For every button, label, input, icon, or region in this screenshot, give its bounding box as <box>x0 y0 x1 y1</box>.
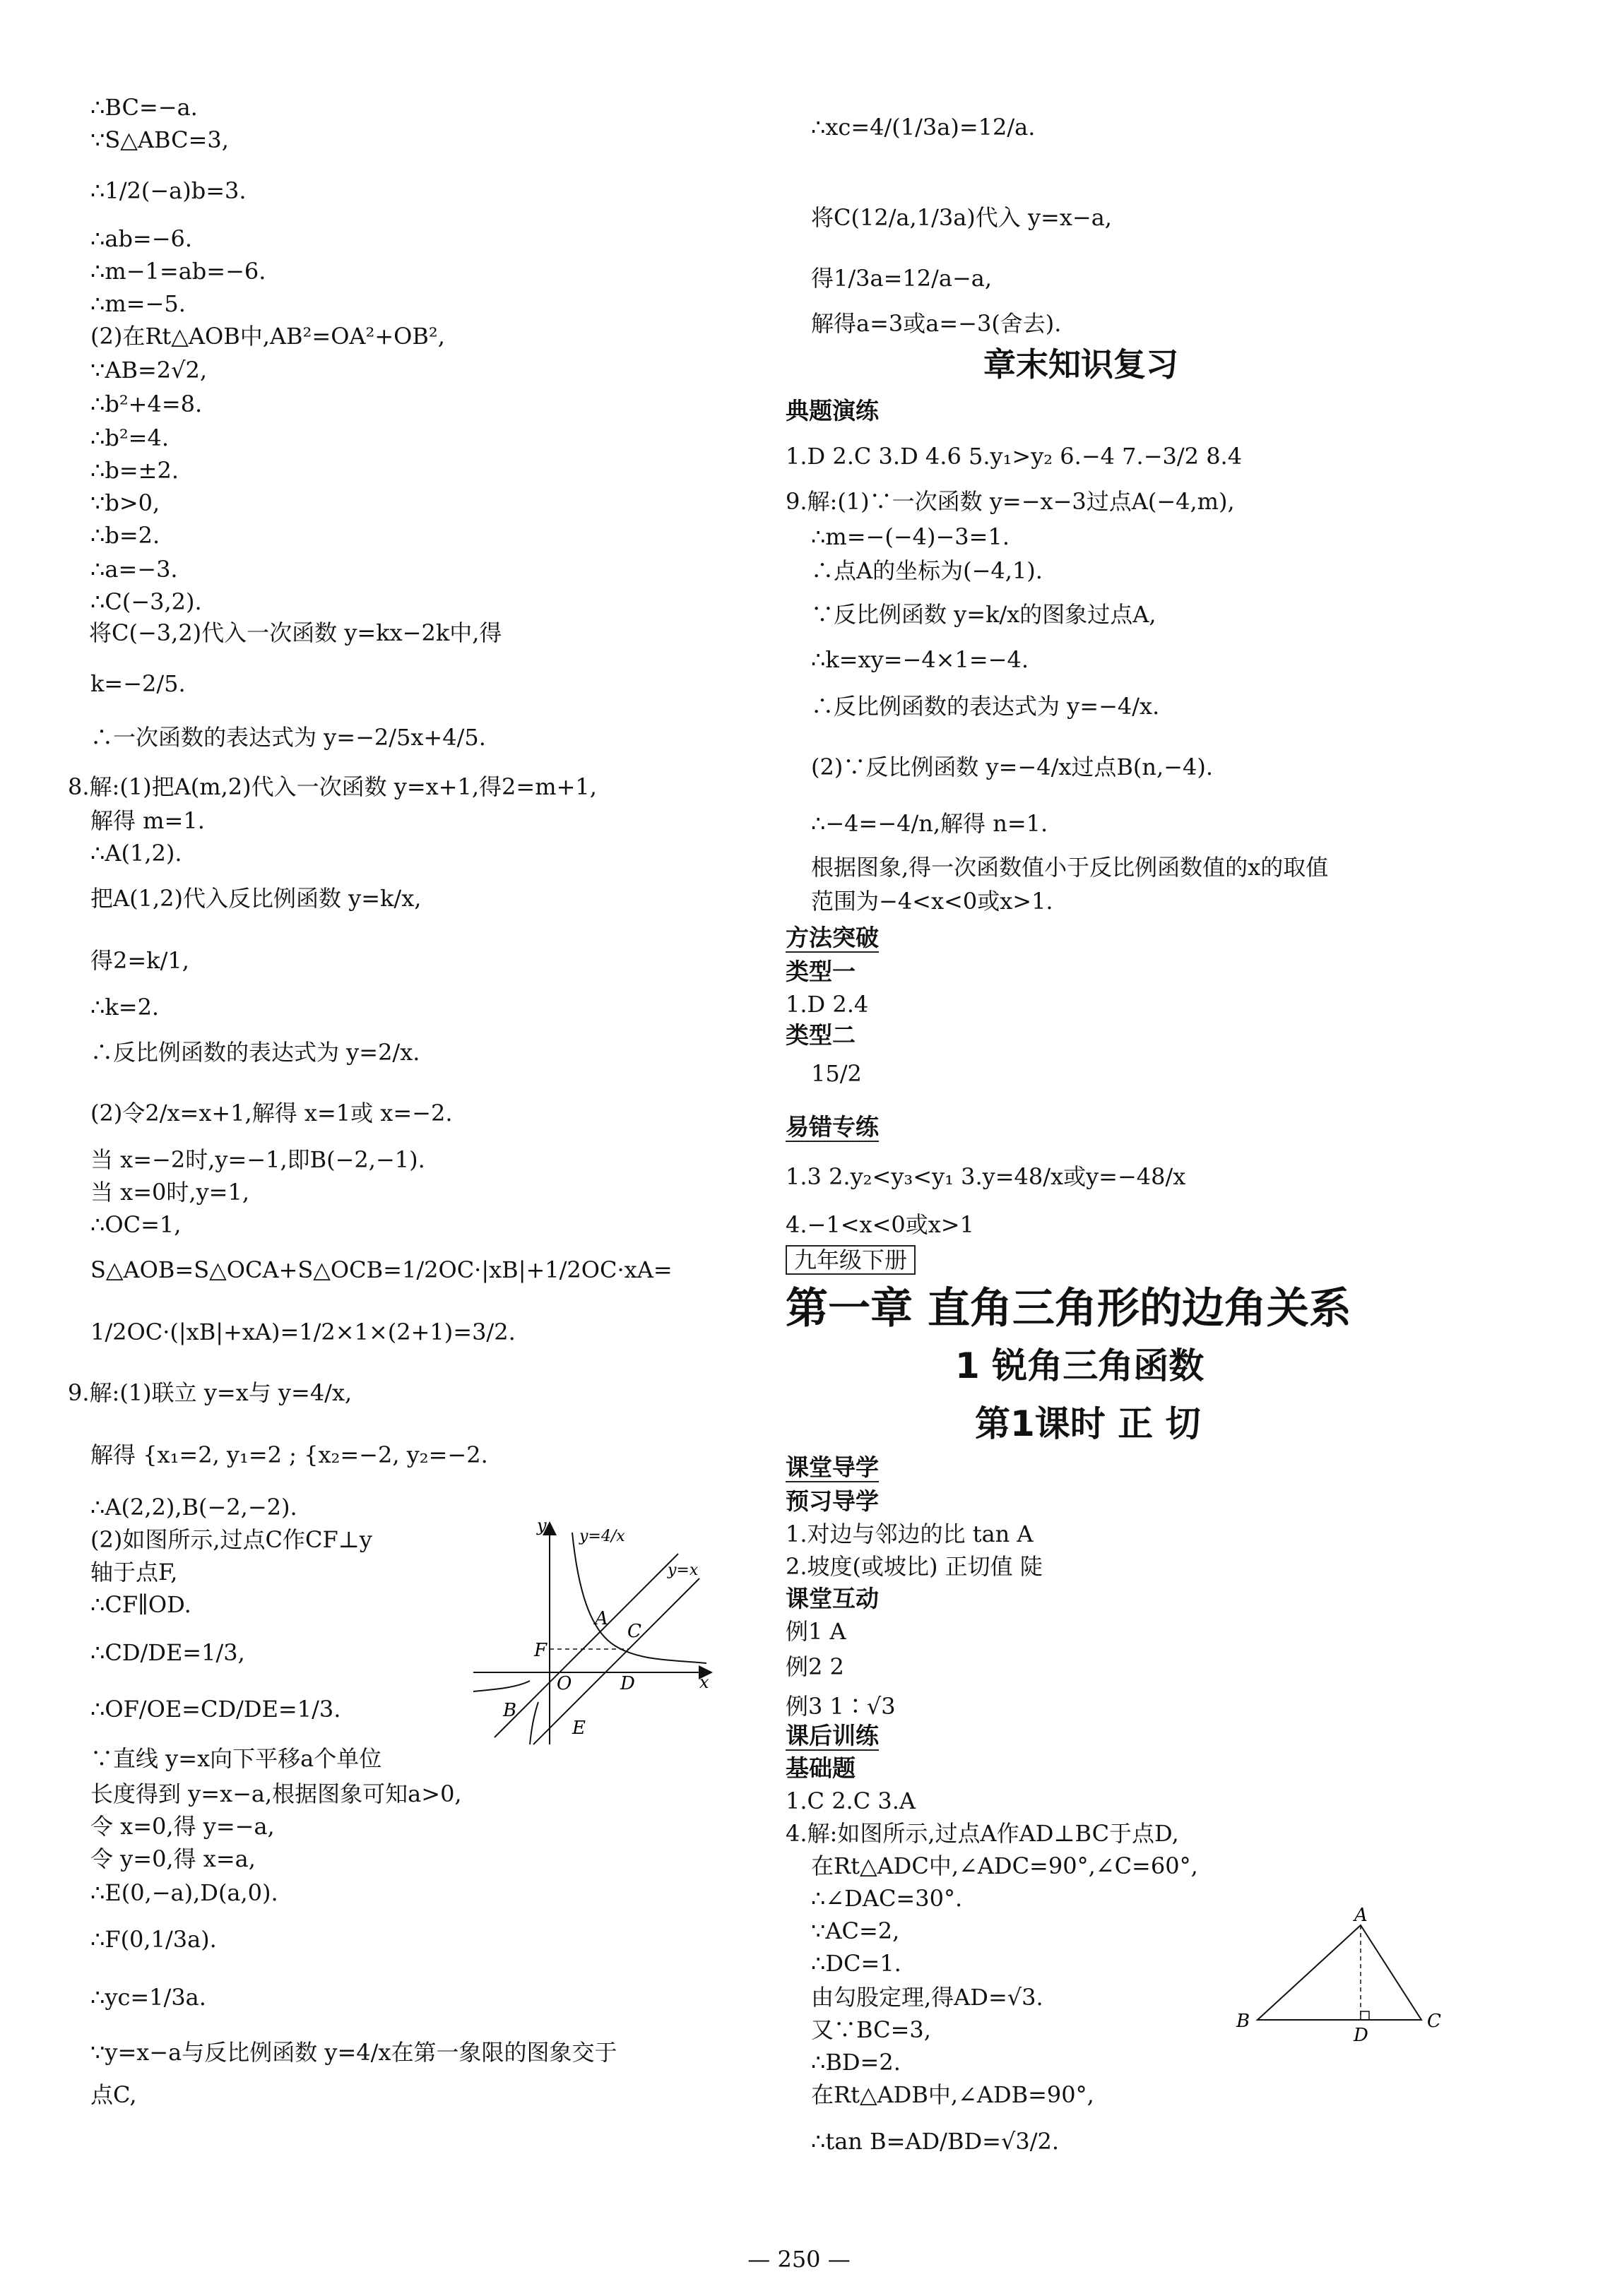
section-heading: 易错专练 <box>786 1113 879 1141</box>
left-line: 解得 {x₁=2, y₁=2 ; {x₂=−2, y₂=−2. <box>90 1441 488 1468</box>
left-line: ∴OC=1, <box>90 1211 182 1238</box>
section-heading: 方法突破 <box>786 924 879 951</box>
answer-line: 例3 1∶√3 <box>786 1693 896 1720</box>
answer-line: 9.解:(1)∵一次函数 y=−x−3过点A(−4,m), <box>786 488 1235 515</box>
left-line: (2)如图所示,过点C作CF⊥y <box>90 1526 372 1553</box>
period-title: 第1课时 正 切 <box>975 1403 1201 1444</box>
left-line: ∴OF/OE=CD/DE=1/3. <box>90 1696 341 1723</box>
graph-label-line: y=x <box>668 1562 699 1579</box>
tri-label-D: D <box>1354 2025 1368 2046</box>
left-line: ∵直线 y=x向下平移a个单位 <box>90 1745 382 1772</box>
graph-label-E: E <box>572 1718 586 1739</box>
left-line: ∴a=−3. <box>90 556 178 583</box>
type-heading: 类型二 <box>786 1021 856 1049</box>
answer-line: ∴反比例函数的表达式为 y=−4/x. <box>811 693 1160 720</box>
left-line: 当 x=0时,y=1, <box>90 1179 249 1206</box>
left-line: ∴m=−5. <box>90 290 186 317</box>
graph-label-y: y <box>537 1516 547 1535</box>
section-heading: 课堂导学 <box>786 1453 879 1481</box>
left-line: 长度得到 y=x−a,根据图象可知a>0, <box>90 1780 462 1807</box>
right-line: 将C(12/a,1/3a)代入 y=x−a, <box>811 204 1112 231</box>
left-line: ∵AB=2√2, <box>90 357 208 383</box>
left-line: 解得 m=1. <box>90 807 205 834</box>
right-line: ∴xc=4/(1/3a)=12/a. <box>811 114 1036 141</box>
lesson-title: 1 锐角三角函数 <box>955 1345 1205 1386</box>
answer-line: ∴−4=−4/n,解得 n=1. <box>811 810 1048 837</box>
answer-line: 在Rt△ADB中,∠ADB=90°, <box>811 2081 1094 2108</box>
left-line: 把A(1,2)代入反比例函数 y=k/x, <box>90 885 422 912</box>
answer-line: ∴m=−(−4)−3=1. <box>811 523 1010 550</box>
tri-label-C: C <box>1427 2011 1441 2032</box>
left-line: S△AOB=S△OCA+S△OCB=1/2OC·|xB|+1/2OC·xA= <box>90 1256 673 1283</box>
answer-line: 15/2 <box>811 1060 862 1087</box>
answer-line: ∴tan B=AD/BD=√3/2. <box>811 2128 1059 2155</box>
left-line: ∴E(0,−a),D(a,0). <box>90 1879 278 1906</box>
left-line: ∴ab=−6. <box>90 225 193 252</box>
answer-line: ∴k=xy=−4×1=−4. <box>811 646 1029 673</box>
left-line: 将C(−3,2)代入一次函数 y=kx−2k中,得 <box>89 619 502 646</box>
answer-line: 4.解:如图所示,过点A作AD⊥BC于点D, <box>786 1820 1179 1847</box>
left-line: ∵b>0, <box>90 489 160 516</box>
left-line: ∴b=±2. <box>90 457 179 484</box>
left-line: 令 y=0,得 x=a, <box>90 1845 256 1872</box>
grade-label: 九年级下册 <box>786 1245 916 1275</box>
left-line: ∵y=x−a与反比例函数 y=4/x在第一象限的图象交于 <box>90 2039 617 2066</box>
left-line: k=−2/5. <box>90 670 186 697</box>
answer-line: 在Rt△ADC中,∠ADC=90°,∠C=60°, <box>811 1852 1198 1879</box>
left-line: ∴yc=1/3a. <box>90 1984 206 2011</box>
left-line: ∴b²+4=8. <box>90 391 203 417</box>
graph-label-D: D <box>620 1673 635 1694</box>
answer-line: ∵AC=2, <box>811 1917 900 1944</box>
left-line: ∴一次函数的表达式为 y=−2/5x+4/5. <box>90 724 486 751</box>
tri-label-B: B <box>1236 2011 1250 2032</box>
subsection-heading: 基础题 <box>786 1754 856 1782</box>
graph-label-x: x <box>699 1672 709 1692</box>
answer-line: ∴BD=2. <box>811 2049 901 2076</box>
answer-line: 1.C 2.C 3.A <box>786 1788 916 1814</box>
answer-line: 由勾股定理,得AD=√3. <box>811 1984 1043 2011</box>
left-line: 9.解:(1)联立 y=x与 y=4/x, <box>68 1379 353 1406</box>
answer-line: 例2 2 <box>786 1653 844 1680</box>
left-line: 轴于点F, <box>90 1559 178 1586</box>
hyperbola-graph <box>466 1511 721 1751</box>
left-line: ∴k=2. <box>90 994 160 1021</box>
graph-label-B: B <box>503 1700 517 1721</box>
left-line: ∴m−1=ab=−6. <box>90 258 266 285</box>
section-heading: 课后训练 <box>786 1722 879 1749</box>
left-line: 得2=k/1, <box>90 947 189 974</box>
type-heading: 类型一 <box>786 958 856 985</box>
answer-line: 例1 A <box>786 1618 846 1645</box>
answer-line: (2)∵反比例函数 y=−4/x过点B(n,−4). <box>811 754 1214 780</box>
left-line: ∴b=2. <box>90 522 160 549</box>
page-number: — 250 — <box>747 2246 851 2273</box>
left-line: 当 x=−2时,y=−1,即B(−2,−1). <box>90 1146 425 1173</box>
tri-label-A: A <box>1354 1907 1368 1926</box>
answer-line: ∴DC=1. <box>811 1950 901 1977</box>
left-line: (2)令2/x=x+1,解得 x=1或 x=−2. <box>90 1100 453 1126</box>
left-line: 点C, <box>90 2081 137 2108</box>
left-line: ∴A(1,2). <box>90 840 182 867</box>
left-line: ∴F(0,1/3a). <box>90 1926 217 1953</box>
left-line: ∴CD/DE=1/3, <box>90 1639 245 1666</box>
triangle-diagram <box>1229 1907 1441 2048</box>
answer-line: 4.−1<x<0或x>1 <box>786 1211 974 1238</box>
left-line: ∴BC=−a. <box>90 94 198 121</box>
answer-line: ∴∠DAC=30°. <box>811 1885 963 1912</box>
left-line: ∴反比例函数的表达式为 y=2/x. <box>90 1039 420 1066</box>
answer-line: 2.坡度(或坡比) 正切值 陡 <box>786 1553 1043 1580</box>
left-line: ∴CF∥OD. <box>90 1591 191 1618</box>
left-line: (2)在Rt△AOB中,AB²=OA²+OB², <box>90 323 445 350</box>
answer-line: ∵反比例函数 y=k/x的图象过点A, <box>811 601 1156 628</box>
review-title: 章末知识复习 <box>983 345 1178 383</box>
subsection-heading: 预习导学 <box>786 1487 879 1515</box>
answer-line: 1.3 2.y₂<y₃<y₁ 3.y=48/x或y=−48/x <box>786 1163 1186 1190</box>
left-line: 8.解:(1)把A(m,2)代入一次函数 y=x+1,得2=m+1, <box>68 773 597 800</box>
right-line: 解得a=3或a=−3(舍去). <box>811 310 1062 337</box>
right-line: 得1/3a=12/a−a, <box>811 265 993 292</box>
graph-label-C: C <box>627 1621 641 1642</box>
left-line: ∴A(2,2),B(−2,−2). <box>90 1494 297 1521</box>
answer-line: 根据图象,得一次函数值小于反比例函数值的x的取值 <box>811 854 1329 881</box>
graph-label-O: O <box>557 1673 572 1694</box>
left-line: ∵S△ABC=3, <box>90 126 229 153</box>
answer-line: 范围为−4<x<0或x>1. <box>811 888 1053 915</box>
answer-line: 1.D 2.C 3.D 4.6 5.y₁>y₂ 6.−4 7.−3/2 8.4 <box>786 443 1243 470</box>
left-line: ∴b²=4. <box>90 424 170 451</box>
graph-label-curve: y=4/x <box>579 1528 625 1545</box>
subsection-heading: 课堂互动 <box>786 1585 879 1612</box>
section-heading: 典题演练 <box>786 397 879 424</box>
answer-line: ∴点A的坐标为(−4,1). <box>811 557 1043 584</box>
answer-line: 1.对边与邻边的比 tan A <box>786 1521 1034 1547</box>
left-line: 1/2OC·(|xB|+xA)=1/2×1×(2+1)=3/2. <box>90 1319 516 1345</box>
answer-line: 1.D 2.4 <box>786 991 869 1018</box>
left-line: 令 x=0,得 y=−a, <box>90 1813 275 1840</box>
left-line: ∴1/2(−a)b=3. <box>90 177 247 204</box>
graph-label-F: F <box>534 1640 548 1661</box>
chapter-title: 第一章 直角三角形的边角关系 <box>786 1284 1351 1333</box>
left-line: ∴C(−3,2). <box>90 588 202 615</box>
graph-label-A: A <box>595 1608 608 1629</box>
answer-line: 又∵BC=3, <box>811 2016 931 2043</box>
